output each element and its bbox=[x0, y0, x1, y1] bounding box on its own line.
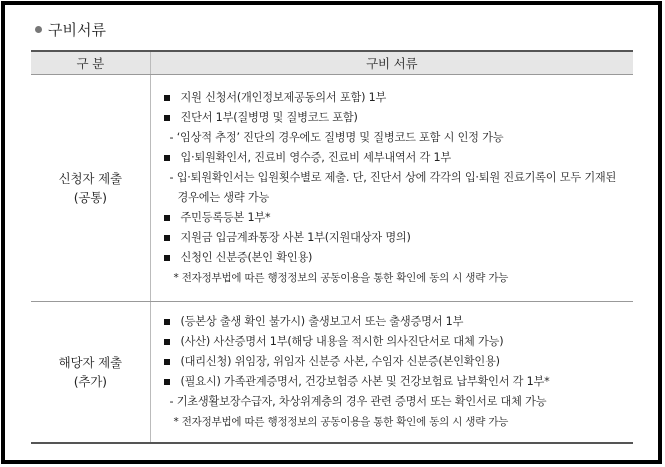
category-line: 신청자 제출 bbox=[58, 171, 122, 186]
section-heading-text: 구비서류 bbox=[48, 21, 106, 39]
document-note: - ‘임상적 추정’ 진단의 경우에도 질병명 및 질병코드 포함 시 인정 가능 bbox=[169, 131, 504, 144]
document-item: (사산) 사산증명서 1부(해당 내용을 적시한 의사진단서로 대체 가능) bbox=[164, 332, 628, 352]
category-line: (추가) bbox=[73, 374, 107, 389]
documents-list bbox=[164, 88, 628, 288]
documents-cell bbox=[150, 302, 633, 444]
document-item: (필요시) 가족관계증명서, 건강보험증 사본 및 건강보험료 납부확인서 각 1부* bbox=[164, 372, 628, 392]
section-heading bbox=[35, 19, 106, 40]
table-header-row bbox=[31, 51, 633, 75]
document-item: (대리신청) 위임장, 위임자 신분증 사본, 수임자 신분증(본인확인용) bbox=[164, 352, 628, 372]
category-line: 해당자 제출 bbox=[58, 355, 122, 370]
document-item: 주민등록등본 1부* bbox=[164, 208, 628, 228]
category-line: (공통) bbox=[73, 190, 107, 205]
header-documents: 구비 서류 bbox=[150, 51, 633, 75]
header-category: 구 분 bbox=[31, 51, 150, 75]
document-frame bbox=[1, 1, 662, 464]
document-item: 지원금 입금계좌통장 사본 1부(지원대상자 명의) bbox=[164, 228, 628, 248]
category-cell bbox=[31, 302, 150, 444]
table-row bbox=[31, 302, 633, 444]
category-cell bbox=[31, 75, 150, 302]
required-documents-table bbox=[31, 50, 633, 444]
document-note: - 입·퇴원확인서는 입원횟수별로 제출. 단, 진단서 상에 각각의 입·퇴원 진료기록이 모두 기재된 경우에는 생략 가능 bbox=[169, 171, 617, 204]
table-row bbox=[31, 75, 633, 302]
documents-cell bbox=[150, 75, 633, 302]
document-item: 지원 신청서(개인정보제공동의서 포함) 1부 bbox=[164, 88, 628, 108]
document-note: - 기초생활보장수급자, 차상위계층의 경우 관련 증명서 또는 확인서로 대체 가능 bbox=[169, 395, 547, 408]
documents-list bbox=[164, 312, 628, 432]
document-item: 신청인 신분증(본인 확인용) bbox=[164, 248, 628, 268]
document-footnote: * 전자정부법에 따른 행정정보의 공동이용을 통한 확인에 동의 시 생략 가능 bbox=[173, 272, 509, 284]
document-footnote: * 전자정부법에 따른 행정정보의 공동이용을 통한 확인에 동의 시 생략 가능 bbox=[173, 416, 509, 428]
document-item: 진단서 1부(질병명 및 질병코드 포함) bbox=[164, 108, 628, 128]
document-item: (등본상 출생 확인 불가시) 출생보고서 또는 출생증명서 1부 bbox=[164, 312, 628, 332]
document-item: 입·퇴원확인서, 진료비 영수증, 진료비 세부내역서 각 1부 bbox=[164, 148, 628, 168]
circle-bullet-icon bbox=[35, 26, 42, 33]
